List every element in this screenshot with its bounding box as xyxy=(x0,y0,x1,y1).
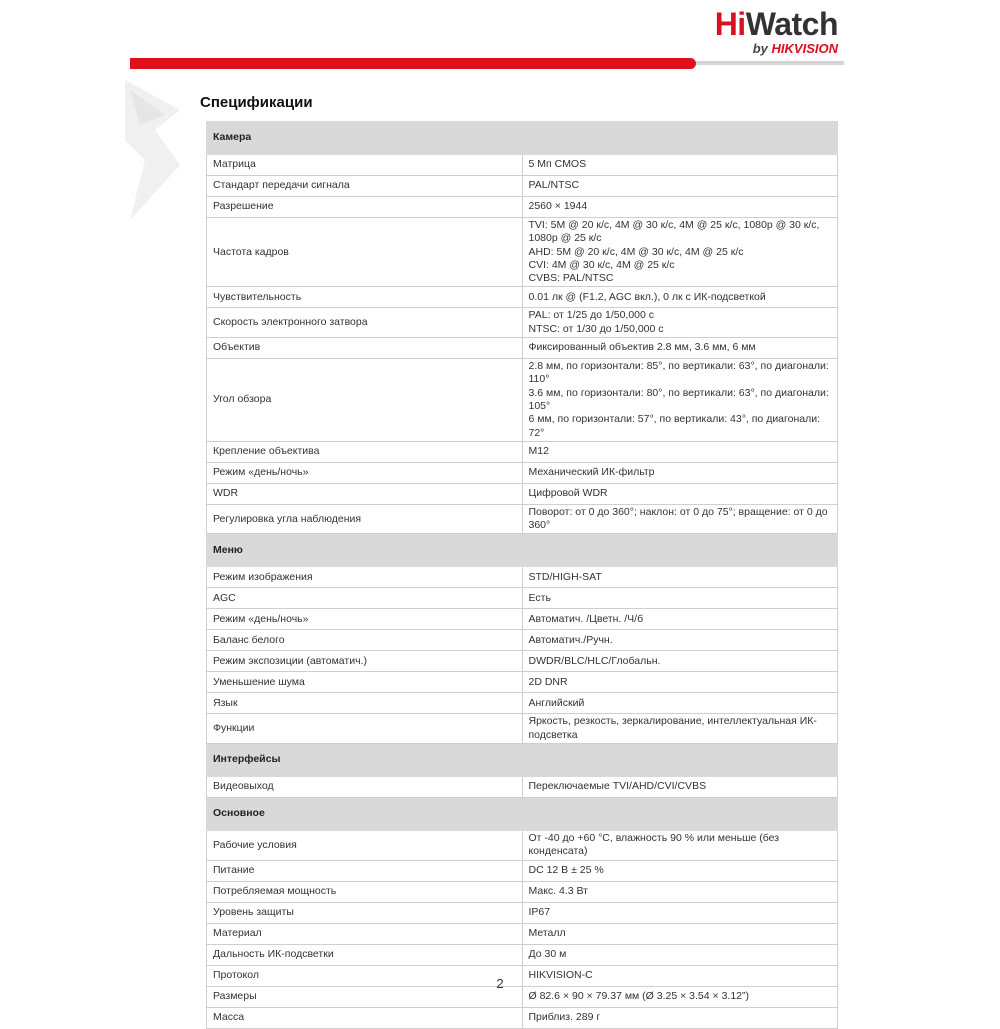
spec-key: Видеовыход xyxy=(207,777,523,798)
spec-value xyxy=(522,197,838,218)
spec-value-line: DWDR/BLC/HLC/Глобальн. xyxy=(528,654,661,667)
spec-value-line: PAL/NTSC xyxy=(528,179,580,192)
spec-key: Матрица xyxy=(207,155,523,176)
spec-row xyxy=(207,609,838,630)
logo-wordmark: HiWatch xyxy=(714,6,838,42)
spec-value xyxy=(522,441,838,462)
spec-value-line: Металл xyxy=(528,926,566,939)
spec-value xyxy=(522,287,838,308)
spec-row xyxy=(207,860,838,881)
spec-row xyxy=(207,902,838,923)
spec-value-line: До 30 м xyxy=(528,947,567,960)
spec-row xyxy=(207,155,838,176)
spec-row xyxy=(207,176,838,197)
header-red-bar xyxy=(130,58,696,69)
spec-value xyxy=(522,902,838,923)
spec-value-line: Механический ИК-фильтр xyxy=(528,466,655,479)
spec-row xyxy=(207,714,838,744)
spec-row xyxy=(207,831,838,861)
spec-value-line: 2560 × 1944 xyxy=(528,200,588,213)
spec-value xyxy=(522,218,838,287)
spec-row xyxy=(207,777,838,798)
spec-value-line: IP67 xyxy=(528,905,551,918)
spec-key: Язык xyxy=(207,693,523,714)
spec-row xyxy=(207,483,838,504)
spec-row xyxy=(207,338,838,359)
spec-row xyxy=(207,308,838,338)
spec-row xyxy=(207,944,838,965)
spec-value-line: Автоматич./Ручн. xyxy=(528,633,613,646)
spec-key: Потребляемая мощность xyxy=(207,881,523,902)
spec-row xyxy=(207,672,838,693)
spec-value-line: 5 Мп CMOS xyxy=(528,158,587,171)
spec-value xyxy=(522,308,838,338)
spec-row xyxy=(207,504,838,534)
spec-value-line: Поворот: от 0 до 360°; наклон: от 0 до 75°; вращение: от 0 до 360° xyxy=(528,505,828,532)
spec-key: Режим «день/ночь» xyxy=(207,462,523,483)
spec-row xyxy=(207,287,838,308)
spec-key: Крепление объектива xyxy=(207,441,523,462)
spec-key: Регулировка угла наблюдения xyxy=(207,504,523,534)
spec-value-line: 3.6 мм, по горизонтали: 80°, по вертикали: 63°, по диагонали: 105° xyxy=(528,386,829,412)
spec-value xyxy=(522,860,838,881)
spec-value-line: Цифровой WDR xyxy=(528,487,608,500)
header-grey-bar xyxy=(696,61,844,65)
spec-value-line: Переключаемые TVI/AHD/CVI/CVBS xyxy=(528,780,707,793)
spec-key: Функции xyxy=(207,714,523,744)
spec-value xyxy=(522,504,838,534)
spec-key: Скорость электронного затвора xyxy=(207,308,523,338)
spec-value-line: Автоматич. /Цветн. /Ч/б xyxy=(528,612,644,625)
spec-row xyxy=(207,923,838,944)
spec-value-line: 0.01 лк @ (F1.2, AGC вкл.), 0 лк с ИК-подсветкой xyxy=(528,290,766,303)
spec-table xyxy=(206,121,838,1029)
section-heading: Меню xyxy=(207,534,838,567)
spec-row xyxy=(207,359,838,442)
spec-row xyxy=(207,651,838,672)
spec-value xyxy=(522,338,838,359)
spec-key: Баланс белого xyxy=(207,630,523,651)
spec-key: Материал xyxy=(207,923,523,944)
spec-value xyxy=(522,693,838,714)
spec-value xyxy=(522,881,838,902)
spec-value-line: Приблиз. 289 г xyxy=(528,1010,601,1023)
spec-key: Объектив xyxy=(207,338,523,359)
spec-key: Угол обзора xyxy=(207,359,523,442)
spec-value xyxy=(522,609,838,630)
spec-value xyxy=(522,567,838,588)
spec-key: Режим экспозиции (автоматич.) xyxy=(207,651,523,672)
spec-value xyxy=(522,1007,838,1028)
spec-value xyxy=(522,483,838,504)
spec-row xyxy=(207,197,838,218)
spec-value xyxy=(522,944,838,965)
decorative-shape-icon xyxy=(120,70,190,230)
spec-value-line: 2D DNR xyxy=(528,675,568,688)
spec-value-line: Английский xyxy=(528,696,585,709)
spec-key: Масса xyxy=(207,1007,523,1028)
spec-key: AGC xyxy=(207,588,523,609)
spec-value-line: CVI: 4M @ 30 к/с, 4M @ 25 к/с xyxy=(528,258,675,271)
spec-value-line: Макс. 4.3 Вт xyxy=(528,884,588,897)
spec-value xyxy=(522,923,838,944)
spec-value-line: TVI: 5M @ 20 к/с, 4M @ 30 к/с, 4M @ 25 к/с, 1080p @ 30 к/с, 1080p @ 25 к/с xyxy=(528,219,820,245)
spec-value-line: NTSC: от 1/30 до 1/50,000 с xyxy=(528,322,664,335)
spec-value-line: STD/HIGH-SAT xyxy=(528,570,602,583)
spec-value-line: От -40 до +60 °C, влажность 90 % или меньше (без конденсата) xyxy=(528,832,780,858)
logo-byline: by HIKVISION xyxy=(752,41,838,56)
spec-table-body xyxy=(207,122,838,1029)
spec-value xyxy=(522,630,838,651)
spec-key: Частота кадров xyxy=(207,218,523,287)
section-heading: Интерфейсы xyxy=(207,744,838,777)
spec-value xyxy=(522,176,838,197)
spec-value xyxy=(522,714,838,744)
section-header xyxy=(207,744,838,777)
spec-row xyxy=(207,462,838,483)
spec-row xyxy=(207,881,838,902)
section-heading: Камера xyxy=(207,122,838,155)
spec-key: Рабочие условия xyxy=(207,831,523,861)
spec-row xyxy=(207,588,838,609)
spec-row xyxy=(207,630,838,651)
spec-key: Питание xyxy=(207,860,523,881)
spec-key: Разрешение xyxy=(207,197,523,218)
spec-value-line: M12 xyxy=(528,445,549,458)
spec-key: Уровень защиты xyxy=(207,902,523,923)
spec-key: Стандарт передачи сигнала xyxy=(207,176,523,197)
section-header xyxy=(207,534,838,567)
spec-value xyxy=(522,672,838,693)
spec-key: Протокол xyxy=(207,965,523,986)
spec-value-line: AHD: 5M @ 20 к/с, 4M @ 30 к/с, 4M @ 25 к/с xyxy=(528,245,744,258)
spec-value-line: PAL: от 1/25 до 1/50,000 с xyxy=(528,309,655,322)
spec-key: Режим «день/ночь» xyxy=(207,609,523,630)
page-title: Спецификации xyxy=(200,94,313,111)
spec-value-line: DC 12 В ± 25 % xyxy=(528,863,604,876)
spec-row xyxy=(207,218,838,287)
spec-value xyxy=(522,359,838,442)
spec-key: Чувствительность xyxy=(207,287,523,308)
spec-key: WDR xyxy=(207,483,523,504)
spec-row xyxy=(207,441,838,462)
spec-value xyxy=(522,651,838,672)
spec-key: Дальность ИК-подсветки xyxy=(207,944,523,965)
spec-value-line: Яркость, резкость, зеркалирование, интеллектуальная ИК-подсветка xyxy=(528,715,817,741)
section-heading: Основное xyxy=(207,798,838,831)
spec-row xyxy=(207,693,838,714)
spec-value-line: Ø 82.6 × 90 × 79.37 мм (Ø 3.25 × 3.54 × 3.12”) xyxy=(528,989,749,1002)
spec-key: Режим изображения xyxy=(207,567,523,588)
spec-value xyxy=(522,831,838,861)
page-number: 2 xyxy=(496,976,504,991)
spec-value-line: HIKVISION-C xyxy=(528,968,593,981)
section-header xyxy=(207,798,838,831)
spec-value-line: Фиксированный объектив 2.8 мм, 3.6 мм, 6 мм xyxy=(528,341,756,354)
spec-value xyxy=(522,462,838,483)
spec-row xyxy=(207,567,838,588)
brand-logo xyxy=(668,6,838,62)
spec-key: Уменьшение шума xyxy=(207,672,523,693)
spec-value-line: 6 мм, по горизонтали: 57°, по вертикали: 43°, по диагонали: 72° xyxy=(528,413,821,439)
spec-key: Размеры xyxy=(207,986,523,1007)
spec-value-line: Есть xyxy=(528,591,551,604)
spec-value xyxy=(522,155,838,176)
spec-value-line: CVBS: PAL/NTSC xyxy=(528,272,614,285)
section-header xyxy=(207,122,838,155)
spec-value xyxy=(522,588,838,609)
spec-row xyxy=(207,1007,838,1028)
spec-value-line: 2.8 мм, по горизонтали: 85°, по вертикали: 63°, по диагонали: 110° xyxy=(528,360,829,386)
spec-value xyxy=(522,777,838,798)
